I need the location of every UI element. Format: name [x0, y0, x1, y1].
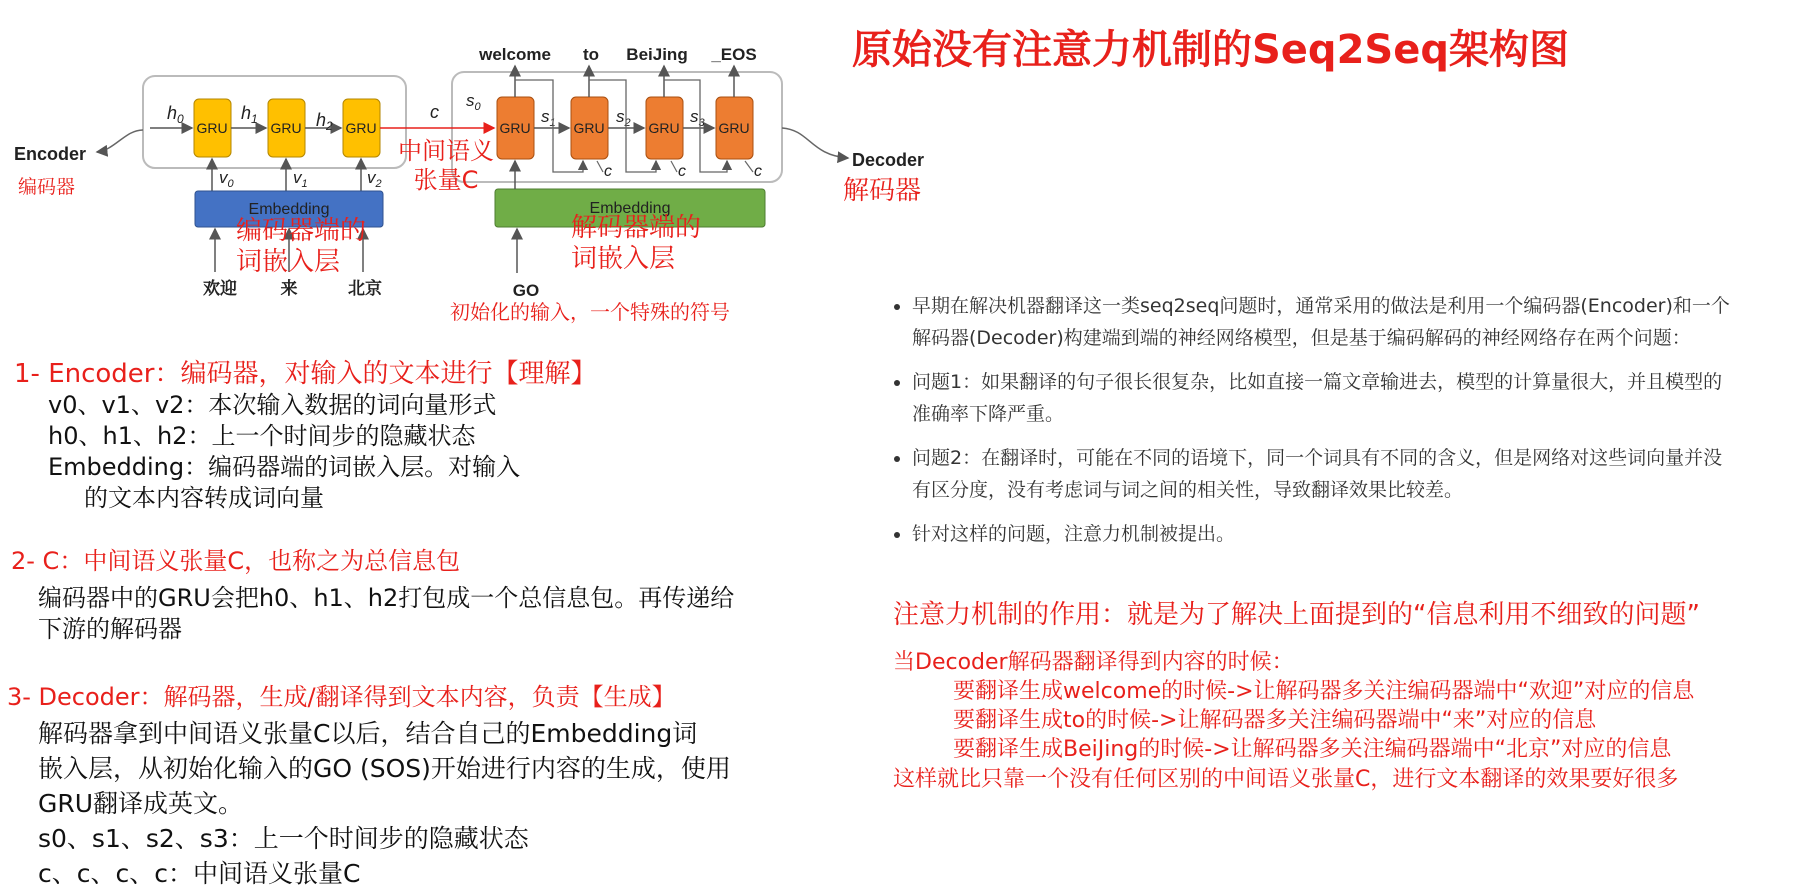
- h1-label: $h_1$: [241, 103, 258, 126]
- output-word-3: _EOS: [711, 45, 757, 64]
- decoder-embedding-annotation: 解码器端的 词嵌入层: [571, 213, 702, 274]
- encoder-gru-2: [343, 99, 380, 157]
- svg-text:GRU: GRU: [499, 120, 531, 136]
- section-2-heading: 2- C：中间语义张量C，也称之为总信息包: [11, 547, 461, 575]
- decoder-gru-0: [497, 97, 534, 159]
- conclusion: 这样就比只靠一个没有任何区别的中间语义张量C，进行文本翻译的效果要好很多: [893, 767, 1679, 792]
- problem-bullets: [890, 290, 1740, 562]
- input-word-2: 北京: [348, 279, 382, 298]
- section-3-heading: 3- Decoder：解码器，生成/翻译得到文本内容，负责【生成】: [7, 683, 676, 711]
- encoder-label: Encoder: [14, 144, 87, 164]
- input-word-0: 欢迎: [203, 279, 237, 298]
- encoder-gru-1: [268, 99, 305, 157]
- section-1-heading: 1- Encoder：编码器，对输入的文本进行【理解】: [14, 359, 597, 389]
- context-annotation: 中间语义 张量C: [398, 137, 494, 194]
- svg-text:c: c: [678, 163, 686, 180]
- encoder-cn-label: 编码器: [18, 176, 76, 198]
- bullet-item: • 问题2：在翻译时，可能在不同的语境下，同一个词具有不同的含义，但是网络对这些词向量并没有区分度，没有考虑词与词之间的相关性，导致翻译效果比较差。: [912, 442, 1740, 506]
- svg-text:c: c: [754, 163, 762, 180]
- svg-text:c: c: [604, 163, 612, 180]
- encoder-gru-0: [194, 99, 231, 157]
- bullet-item: • 问题1：如果翻译的句子很长很复杂，比如直接一篇文章输进去，模型的计算量很大，并且模型的准确率下降严重。: [912, 366, 1740, 430]
- svg-text:GRU: GRU: [648, 120, 680, 136]
- v1-label: $v_1$: [293, 168, 308, 190]
- output-word-0: welcome: [479, 45, 551, 64]
- output-word-1: to: [582, 45, 600, 64]
- svg-text:Embedding: Embedding: [248, 201, 330, 218]
- v2-label: $v_2$: [367, 168, 382, 190]
- decoder-intro: 当Decoder解码器翻译得到内容的时候：: [893, 650, 1294, 675]
- svg-text:GRU: GRU: [573, 120, 605, 136]
- decoder-cn-label: 解码器: [843, 176, 922, 206]
- section-1-body: v0、v1、v2：本次输入数据的词向量形式 h0、h1、h2：上一个时间步的隐藏状态 Embedding：编码器端的词嵌入层。对输入 的文本内容转成词向量: [48, 391, 521, 512]
- bullet-item: • 早期在解决机器翻译这一类seq2seq问题时，通常采用的做法是利用一个编码器(Encoder)和一个解码器(Decoder)构建端到端的神经网络模型，但是基于编码解码的神经网络存在两个问题：: [912, 290, 1740, 354]
- decoder-gru-2: [646, 97, 683, 159]
- svg-text:GRU: GRU: [270, 120, 302, 136]
- s1-label: $s_1$: [541, 107, 556, 129]
- input-word-1: 来: [280, 279, 298, 298]
- svg-text:GRU: GRU: [345, 120, 377, 136]
- svg-text:GRU: GRU: [718, 120, 750, 136]
- page-title: 原始没有注意力机制的Seq2Seq架构图: [852, 27, 1569, 73]
- s2-label: $s_2$: [616, 107, 631, 129]
- decoder-focus-lines: 要翻译生成welcome的时候->让解码器多关注编码器端中“欢迎”对应的信息 要翻译生成to的时候->让解码器多关注编码器端中“来”对应的信息 要翻译生成BeiJing的时候->让解码器多关注编码器端中“北京”对应的信息: [953, 679, 1695, 762]
- s0-label: $s_0$: [466, 91, 481, 113]
- decoder-gru-3: [716, 97, 753, 159]
- svg-text:Embedding: Embedding: [589, 200, 671, 217]
- c-label: c: [430, 102, 439, 122]
- attention-heading: 注意力机制的作用：就是为了解决上面提到的“信息利用不细致的问题”: [893, 600, 1700, 630]
- h0-label: $h_0$: [167, 103, 184, 126]
- h2-label: $h_2$: [316, 110, 333, 133]
- section-3-body: 解码器拿到中间语义张量C以后，结合自己的Embedding词 嵌入层，从初始化输入的GO (SOS)开始进行内容的生成，使用 GRU翻译成英文。 s0、s1、s2、s3：上一个时间步的隐藏状态 c、c、c、c：中间语义张量C: [38, 719, 731, 888]
- go-annotation: 初始化的输入，一个特殊的符号: [450, 300, 730, 324]
- bullet-item: • 针对这样的问题，注意力机制被提出。: [912, 518, 1740, 550]
- decoder-gru-1: [571, 97, 608, 159]
- v0-label: $v_0$: [219, 168, 234, 190]
- decoder-label: Decoder: [852, 150, 925, 170]
- section-2-body: 编码器中的GRU会把h0、h1、h2打包成一个总信息包。再传递给 下游的解码器: [38, 584, 735, 643]
- output-word-2: BeiJing: [626, 45, 688, 64]
- svg-text:GRU: GRU: [196, 120, 228, 136]
- s3-label: $s_3$: [690, 107, 705, 129]
- go-token: GO: [512, 281, 540, 300]
- encoder-embedding-annotation: 编码器端的 词嵌入层: [236, 216, 367, 277]
